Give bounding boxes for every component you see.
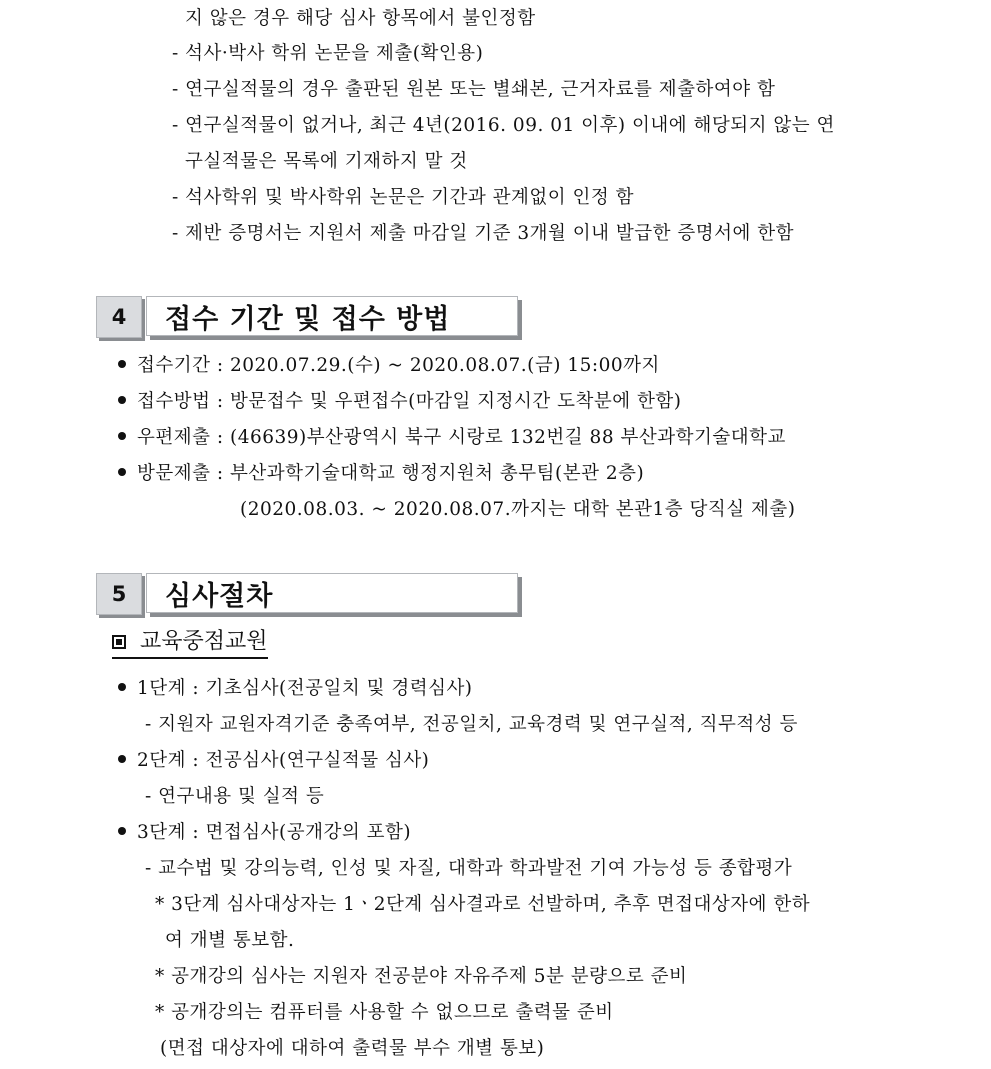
text-line: - 연구내용 및 실적 등 bbox=[145, 786, 325, 807]
list-item bbox=[118, 389, 681, 415]
subheading bbox=[112, 627, 268, 659]
text-line: - 지원자 교원자격기준 충족여부, 전공일치, 교육경력 및 연구실적, 직무적성 등 bbox=[145, 714, 798, 735]
note-text: * 공개강의는 컴퓨터를 사용할 수 없으므로 출력물 준비 bbox=[155, 1002, 614, 1023]
bullet-icon bbox=[118, 468, 126, 476]
list-item bbox=[118, 820, 411, 846]
list-item bbox=[118, 353, 660, 379]
note-text: 여 개별 통보함. bbox=[165, 930, 295, 951]
text-line: - 제반 증명서는 지원서 제출 마감일 기준 3개월 이내 발급한 증명서에 한함 bbox=[172, 223, 794, 244]
list-item-text: 우편제출 : (46639)부산광역시 북구 시랑로 132번길 88 부산과학기술대학교 bbox=[137, 427, 786, 448]
list-item-text: 접수기간 : 2020.07.29.(수) ~ 2020.08.07.(금) 15:00까지 bbox=[137, 355, 660, 376]
note-text: (2020.08.03. ~ 2020.08.07.까지는 대학 본관1층 당직실 제출) bbox=[240, 499, 796, 520]
text-line: - 연구실적물의 경우 출판된 원본 또는 별쇄본, 근거자료를 제출하여야 함 bbox=[172, 79, 776, 100]
list-item bbox=[118, 425, 786, 451]
text-line: - 석사학위 및 박사학위 논문은 기간과 관계없이 인정 함 bbox=[172, 187, 634, 208]
list-item-text: 2단계 : 전공심사(연구실적물 심사) bbox=[137, 750, 430, 771]
note-text: * 3단계 심사대상자는 1ㆍ2단계 심사결과로 선발하며, 추후 면접대상자에 한하 bbox=[155, 894, 811, 915]
text-line: - 연구실적물이 없거나, 최근 4년(2016. 09. 01 이후) 이내에 해당되지 않는 연 bbox=[172, 115, 835, 136]
list-item-text: 1단계 : 기초심사(전공일치 및 경력심사) bbox=[137, 678, 473, 699]
bullet-icon bbox=[118, 360, 126, 368]
list-item bbox=[118, 461, 644, 487]
bullet-icon bbox=[118, 396, 126, 404]
section-title: 접수 기간 및 접수 방법 bbox=[146, 296, 518, 336]
bullet-icon bbox=[118, 683, 126, 691]
section-title: 심사절차 bbox=[146, 573, 518, 613]
list-item-text: 접수방법 : 방문접수 및 우편접수(마감일 지정시간 도착분에 한함) bbox=[137, 391, 682, 412]
list-item-text: 3단계 : 면접심사(공개강의 포함) bbox=[137, 822, 412, 843]
square-bullet-icon bbox=[112, 635, 126, 649]
note-text: * 공개강의 심사는 지원자 전공분야 자유주제 5분 분량으로 준비 bbox=[155, 966, 688, 987]
bullet-icon bbox=[118, 755, 126, 763]
subheading-text: 교육중점교원 bbox=[140, 629, 268, 654]
list-item bbox=[118, 676, 473, 702]
bullet-icon bbox=[118, 827, 126, 835]
list-item bbox=[118, 748, 429, 774]
bullet-icon bbox=[118, 432, 126, 440]
text-line: 구실적물은 목록에 기재하지 말 것 bbox=[185, 151, 468, 172]
text-line: 지 않은 경우 해당 심사 항목에서 불인정함 bbox=[185, 8, 536, 29]
list-item-text: 방문제출 : 부산과학기술대학교 행정지원처 총무팀(본관 2층) bbox=[137, 463, 645, 484]
note-text: (면접 대상자에 대하여 출력물 부수 개별 통보) bbox=[160, 1038, 545, 1059]
section-number-badge: 5 bbox=[96, 573, 142, 615]
text-line: - 석사·박사 학위 논문을 제출(확인용) bbox=[172, 43, 484, 64]
section-number-badge: 4 bbox=[96, 296, 142, 338]
text-line: - 교수법 및 강의능력, 인성 및 자질, 대학과 학과발전 기여 가능성 등 종합평가 bbox=[145, 858, 793, 879]
